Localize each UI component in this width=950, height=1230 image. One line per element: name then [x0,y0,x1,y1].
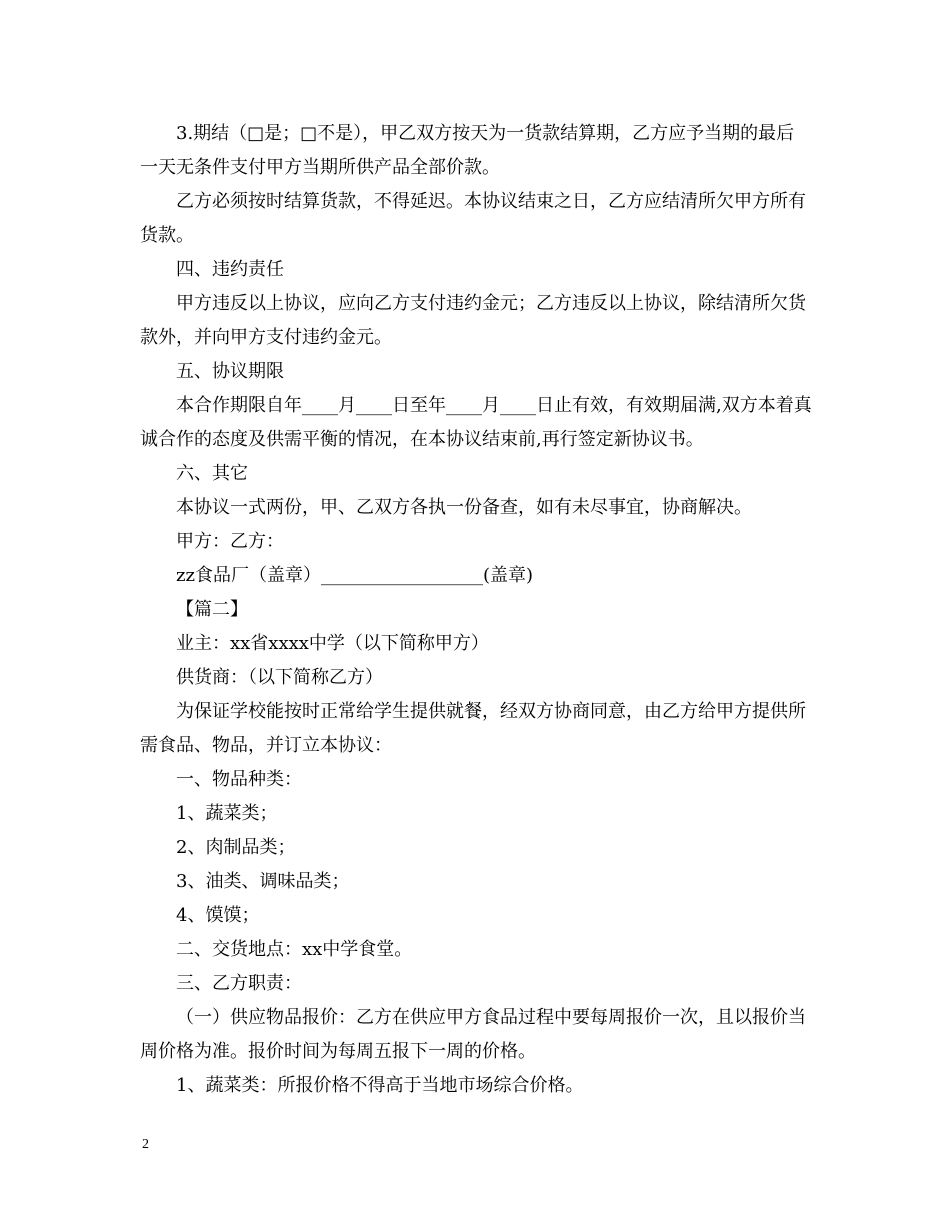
paragraph-purpose: 为保证学校能按时正常给学生提供就餐，经双方协商同意，由乙方给甲方提供所需食品、物品，并订立本协议： [140,701,806,756]
document-body [140,117,812,1103]
heading-item-categories: 一、物品种类： [176,769,302,790]
paragraph-settlement-period: 3.期结（□是；□不是），甲乙双方按天为一货款结算期，乙方应予当期的最后一天无条件支付甲方当期所供产品全部价款。 [140,123,795,178]
heading-breach-liability: 四、违约责任 [176,259,284,280]
list-item-vegetables: 1、蔬菜类； [176,803,278,824]
heading-other: 六、其它 [176,463,248,484]
paragraph-breach-penalty: 甲方违反以上协议，应向乙方支付违约金元；乙方违反以上协议，除结清所欠货款外，并向甲方支付违约金元。 [140,293,806,348]
heading-agreement-term: 五、协议期限 [176,361,284,382]
paragraph-payment-deadline: 乙方必须按时结算货款，不得延迟。本协议结束之日，乙方应结清所欠甲方所有货款。 [140,191,806,246]
heading-delivery-location: 二、交货地点：xx中学食堂。 [176,939,413,960]
paragraph-copies: 本协议一式两份，甲、乙双方各执一份备查，如有未尽事宜，协商解决。 [176,497,752,518]
list-item-buns: 4、馍馍； [176,905,260,926]
signature-parties: 甲方：乙方： [176,531,284,552]
paragraph-term-dates: 本合作期限自年____月____日至年____月____日止有效，有效期届满,双方本着真诚合作的态度及供需平衡的情况，在本协议结束前,再行签定新协议书。 [140,395,812,450]
heading-supplier-duties: 三、乙方职责： [176,973,302,994]
page-number: 2 [142,1137,149,1152]
list-item-oil-seasoning: 3、油类、调味品类； [176,871,350,892]
paragraph-owner: 业主：xx省xxxx中学（以下简称甲方） [176,633,489,654]
list-item-meat: 2、肉制品类； [176,837,296,858]
signature-seal-line: zz食品厂（盖章）__________________(盖章) [176,565,534,586]
paragraph-price-quote: （一）供应物品报价：乙方在供应甲方食品过程中要每周报价一次，且以报价当周价格为准。报价时间为每周五报下一周的价格。 [140,1007,806,1062]
section-title-part-two: 【篇二】 [176,599,248,620]
paragraph-vegetable-pricing: 1、蔬菜类：所报价格不得高于当地市场综合价格。 [176,1075,584,1096]
paragraph-supplier: 供货商：（以下简称乙方） [176,667,383,688]
